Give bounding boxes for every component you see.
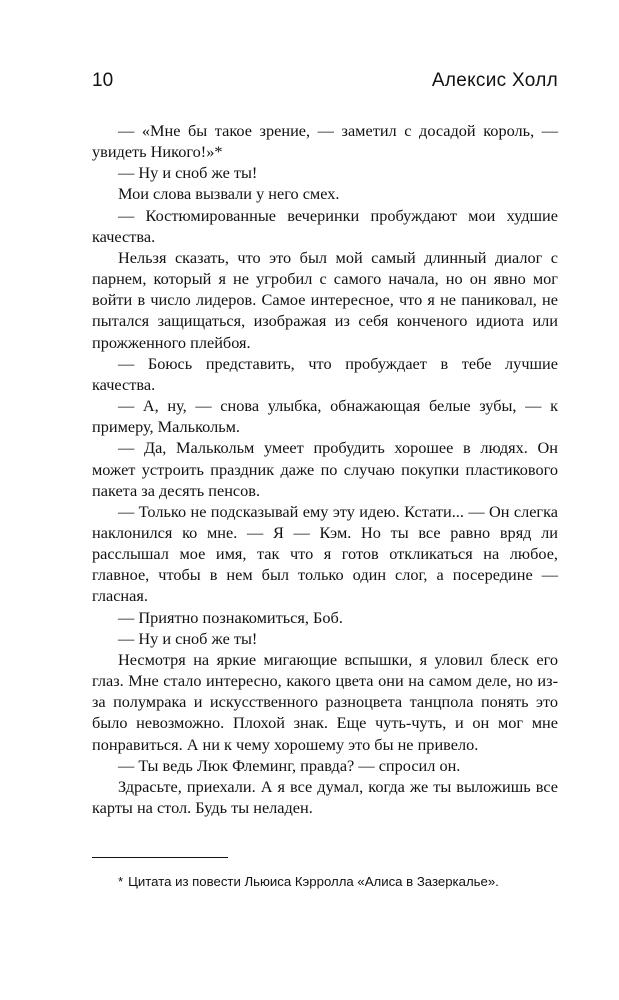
paragraph: — Костюмированные вечеринки пробуждают мои худшие качества. [92,205,558,246]
paragraph: — Приятно познакомиться, Боб. [118,607,343,627]
paragraph: — А, ну, — снова улыбка, обнажающая белые зубы, — к примеру, Малькольм. [92,396,558,437]
paragraph: Несмотря на яркие мигающие вспышки, я уловил блеск его глаз. Мне стало интересно, какого цвета они на самом деле, но из-за полумрака и искусственного разноцвета танцпола понять это было невозможно. Плохой знак. Еще чуть-чуть, и он мог мне понравиться. А ни к чему хорошему это бы не привело. [92,649,558,754]
body-text [92,120,558,818]
paragraph: — Ну и сноб же ты! [118,628,258,648]
paragraph: Здрасьте, приехали. А я все думал, когда же ты выложишь все карты на стол. Будь ты неладен. [92,776,558,817]
paragraph: — Ты ведь Люк Флеминг, правда? — спросил он. [118,755,461,775]
footnote-mark: * [118,874,124,889]
paragraph: — «Мне бы такое зрение, — заметил с досадой король, — увидеть Никого!»* [92,121,558,162]
paragraph: — Ну и сноб же ты! [118,163,258,183]
footnote [118,873,558,891]
paragraph: Мои слова вызвали у него смех. [118,184,340,204]
paragraph: — Да, Малькольм умеет пробудить хорошее в людях. Он может устроить праздник даже по случаю покупки пластикового пакета за десять пенсов. [92,438,558,500]
running-title-author: Алексис Холл [431,70,558,91]
paragraph: — Боюсь представить, что пробуждает в тебе лучшие качества. [92,353,558,394]
paragraph: — Только не подсказывай ему эту идею. Кстати... — Он слегка наклонился ко мне. — Я — Кэм. Но ты все равно вряд ли расслышал мое имя, так что я готов откликаться на любое, главное, чтобы в нем был только один слог, а посередине — гласная. [92,501,558,606]
page-number: 10 [92,70,114,91]
paragraph: Нельзя сказать, что это был мой самый длинный диалог с парнем, который я не угробил с самого начала, но он явно мог войти в число лидеров. Самое интересное, что я не паниковал, не пытался защищаться, изображая из себя конченого идиота или прожженного плейбоя. [92,247,558,352]
page-header [92,70,558,100]
footnote-text: Цитата из повести Льюиса Кэрролла «Алиса в Зазеркалье». [128,874,499,889]
footnote-divider [92,857,228,858]
